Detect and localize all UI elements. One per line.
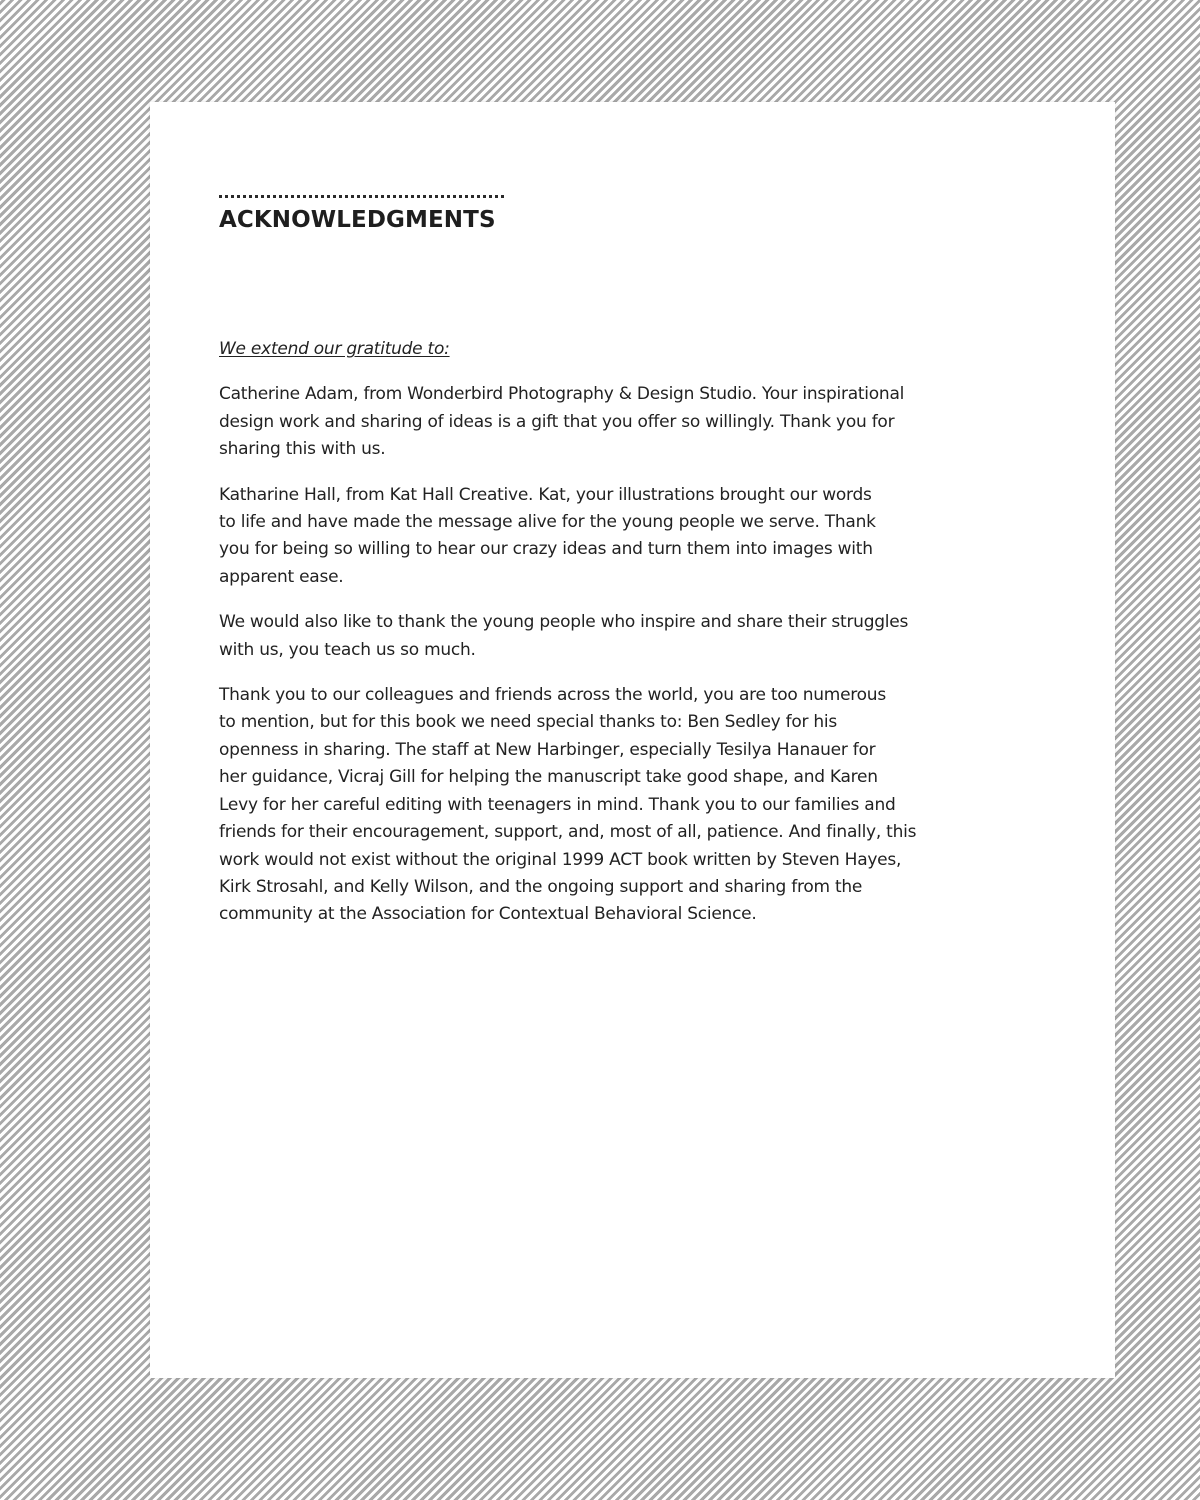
paragraph-colleagues	[219, 682, 979, 929]
intro-line: We extend our gratitude to:	[219, 339, 450, 359]
text-line: design work and sharing of ideas is a gift that you offer so willingly. Thank you for	[219, 411, 895, 432]
text-line: Katharine Hall, from Kat Hall Creative. Kat, your illustrations brought our words	[219, 484, 872, 505]
text-line: Thank you to our colleagues and friends across the world, you are too numerous	[219, 685, 886, 706]
text-line: apparent ease.	[219, 566, 344, 587]
text-line: Catherine Adam, from Wonderbird Photography & Design Studio. Your inspirational	[219, 384, 905, 405]
page-title: ACKNOWLEDGMENTS	[219, 207, 496, 233]
text-line: We would also like to thank the young people who inspire and share their struggles	[219, 612, 909, 633]
paragraph-katharine-hall	[219, 482, 979, 592]
paragraph-catherine-adam	[219, 381, 979, 463]
text-line: to mention, but for this book we need special thanks to: Ben Sedley for his	[219, 712, 837, 733]
text-line: friends for their encouragement, support, and, most of all, patience. And finally, this	[219, 822, 917, 843]
text-line: openness in sharing. The staff at New Harbinger, especially Tesilya Hanauer for	[219, 739, 876, 760]
dotted-divider	[219, 195, 504, 198]
document-page	[150, 102, 1115, 1378]
text-line: community at the Association for Contextual Behavioral Science.	[219, 904, 757, 925]
text-line: you for being so willing to hear our crazy ideas and turn them into images with	[219, 539, 873, 560]
text-line: with us, you teach us so much.	[219, 639, 476, 660]
text-line: Kirk Strosahl, and Kelly Wilson, and the ongoing support and sharing from the	[219, 876, 863, 897]
text-line: work would not exist without the original 1999 ACT book written by Steven Hayes,	[219, 849, 902, 870]
paragraph-young-people	[219, 609, 979, 664]
acknowledgments-body	[219, 336, 979, 947]
text-line: sharing this with us.	[219, 439, 386, 460]
text-line: to life and have made the message alive for the young people we serve. Thank	[219, 512, 876, 533]
text-line: Levy for her careful editing with teenagers in mind. Thank you to our families and	[219, 794, 896, 815]
heading-block	[219, 195, 504, 233]
text-line: her guidance, Vicraj Gill for helping the manuscript take good shape, and Karen	[219, 767, 878, 788]
